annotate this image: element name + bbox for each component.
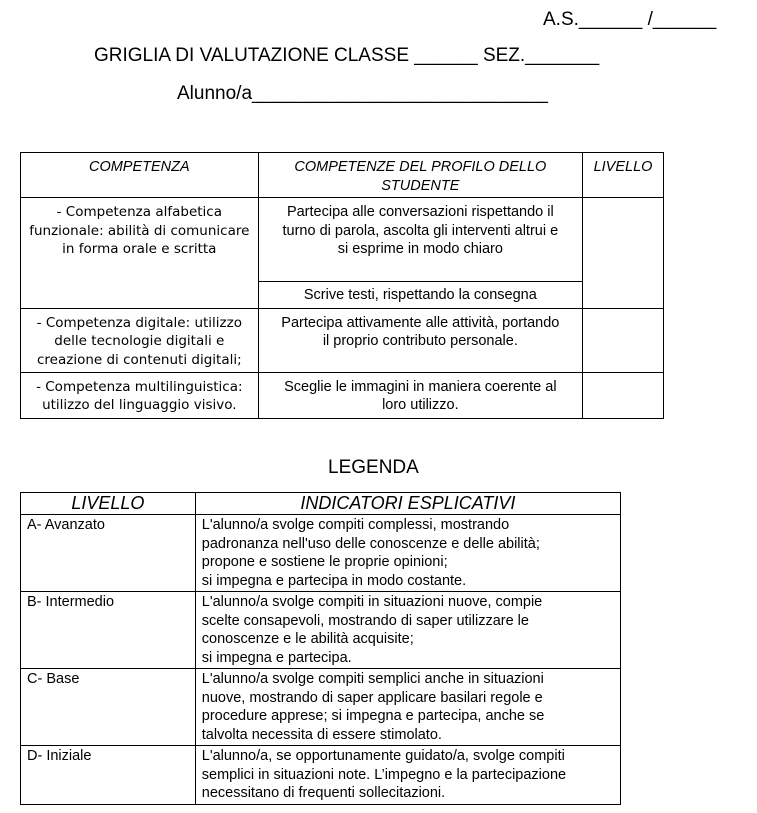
description-line: talvolta necessita di essere stimolato.	[201, 726, 442, 743]
legend-description	[195, 515, 620, 592]
table-row	[21, 746, 621, 805]
description-line: propone e sostiene le proprie opinioni;	[201, 554, 448, 570]
description-line: procedure apprese; si impegna e partecipa, anche se	[201, 708, 545, 724]
legend-description	[195, 592, 620, 669]
table-row	[21, 198, 664, 282]
legend-header-livello: LIVELLO	[21, 493, 196, 515]
description-line: semplici in situazioni note. L’impegno e la partecipazione	[201, 766, 567, 783]
table-row	[21, 308, 664, 372]
competence-cell: - Competenza alfabetica funzionale: abilità di comunicare in forma orale e scritta	[21, 198, 259, 309]
legend-header-indicatori: INDICATORI ESPLICATIVI	[195, 493, 620, 515]
description-line: conoscenze e le abilità acquisite;	[201, 631, 414, 647]
level-cell[interactable]	[583, 372, 664, 418]
legend-header-row	[21, 493, 621, 515]
description-line: L'alunno/a, se opportunamente guidato/a, svolge compiti	[201, 748, 565, 764]
legend-title: LEGENDA	[328, 457, 419, 478]
table-row	[21, 515, 621, 592]
legend-level: D- Iniziale	[21, 746, 196, 805]
student-name-line: Alunno/a____________________________	[177, 83, 548, 104]
description-line: L'alunno/a svolge compiti complessi, mostrando	[201, 517, 510, 533]
description-line: si impegna e partecipa.	[201, 649, 352, 666]
page-title: GRIGLIA DI VALUTAZIONE CLASSE ______ SEZ._______	[94, 45, 600, 66]
description-line: padronanza nell'uso delle conoscenze e delle abilità;	[201, 535, 540, 552]
competence-cell: - Competenza digitale: utilizzo delle tecnologie digitali e creazione di contenuti digitali;	[21, 308, 259, 372]
header-profilo: COMPETENZE DEL PROFILO DELLO STUDENTE	[258, 153, 582, 198]
description-line: necessitano di frequenti sollecitazioni.	[201, 785, 446, 801]
evaluation-grid	[20, 152, 664, 419]
legend-level: C- Base	[21, 669, 196, 746]
profile-cell: Sceglie le immagini in maniera coerente al loro utilizzo.	[258, 372, 582, 418]
description-line: si impegna e partecipa in modo costante.	[201, 572, 467, 589]
competence-cell: - Competenza multilinguistica: utilizzo del linguaggio visivo.	[21, 372, 259, 418]
legend-description	[195, 746, 620, 805]
header-competenza: COMPETENZA	[21, 153, 259, 198]
description-line: L'alunno/a svolge compiti semplici anche in situazioni	[201, 671, 544, 687]
description-line: scelte consapevoli, mostrando di saper utilizzare le	[201, 612, 529, 629]
school-year: A.S.______ /______	[543, 9, 717, 30]
table-row	[21, 592, 621, 669]
level-cell[interactable]	[583, 308, 664, 372]
table-row	[21, 669, 621, 746]
description-line: L'alunno/a svolge compiti in situazioni nuove, compie	[201, 594, 543, 610]
header-livello: LIVELLO	[583, 153, 664, 198]
profile-cell: Partecipa alle conversazioni rispettando il turno di parola, ascolta gli interventi altrui e si esprime in modo chiaro	[258, 198, 582, 282]
legend-level: A- Avanzato	[21, 515, 196, 592]
legend-table	[20, 492, 621, 805]
grid-header-row	[21, 153, 664, 198]
description-line: nuove, mostrando di saper applicare basilari regole e	[201, 689, 543, 706]
legend-description	[195, 669, 620, 746]
profile-cell: Scrive testi, rispettando la consegna	[258, 282, 582, 309]
level-cell[interactable]	[583, 198, 664, 309]
legend-level: B- Intermedio	[21, 592, 196, 669]
profile-cell: Partecipa attivamente alle attività, portando il proprio contributo personale.	[258, 308, 582, 372]
table-row	[21, 372, 664, 418]
